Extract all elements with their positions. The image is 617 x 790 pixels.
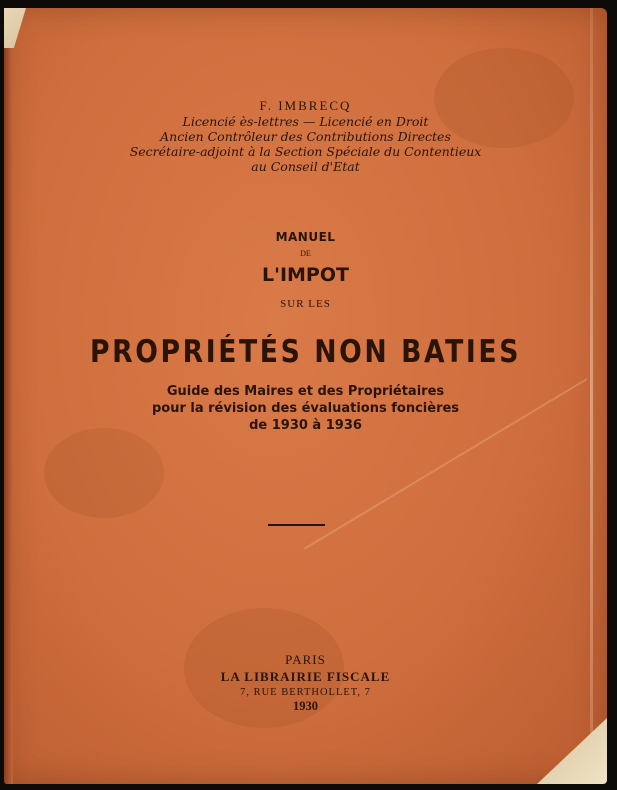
subtitle-line: pour la révision des évaluations foncières [151, 401, 460, 416]
author-credential: au Conseil d'Etat [251, 159, 360, 174]
worn-corner [537, 718, 607, 784]
author-credential: Ancien Contrôleur des Contributions Directes [160, 129, 451, 144]
stain [44, 428, 164, 518]
imprint-year: 1930 [293, 699, 318, 713]
imprint-city: PARIS [285, 652, 326, 667]
title-impot: L'IMPOT [262, 264, 349, 286]
title-sur-les: SUR LES [280, 298, 331, 310]
imprint-publisher: LA LIBRAIRIE FISCALE [220, 669, 391, 684]
title-de: DE [300, 249, 311, 258]
subtitle-line: Guide des Maires et des Propriétaires [166, 384, 445, 399]
main-title: PROPRIÉTÉS NON BATIES [90, 334, 521, 370]
author-name: F. IMBRECQ [259, 98, 352, 113]
imprint-address: 7, RUE BERTHOLLET, 7 [240, 687, 371, 698]
divider-rule [268, 524, 325, 526]
author-credential: Licencié ès-lettres — Licencié en Droit [182, 114, 429, 129]
book-cover [4, 8, 607, 784]
subtitle-line: de 1930 à 1936 [249, 418, 362, 433]
author-credential: Secrétaire-adjoint à la Section Spéciale du Contentieux [129, 144, 482, 159]
title-manuel: MANUEL [275, 230, 336, 244]
